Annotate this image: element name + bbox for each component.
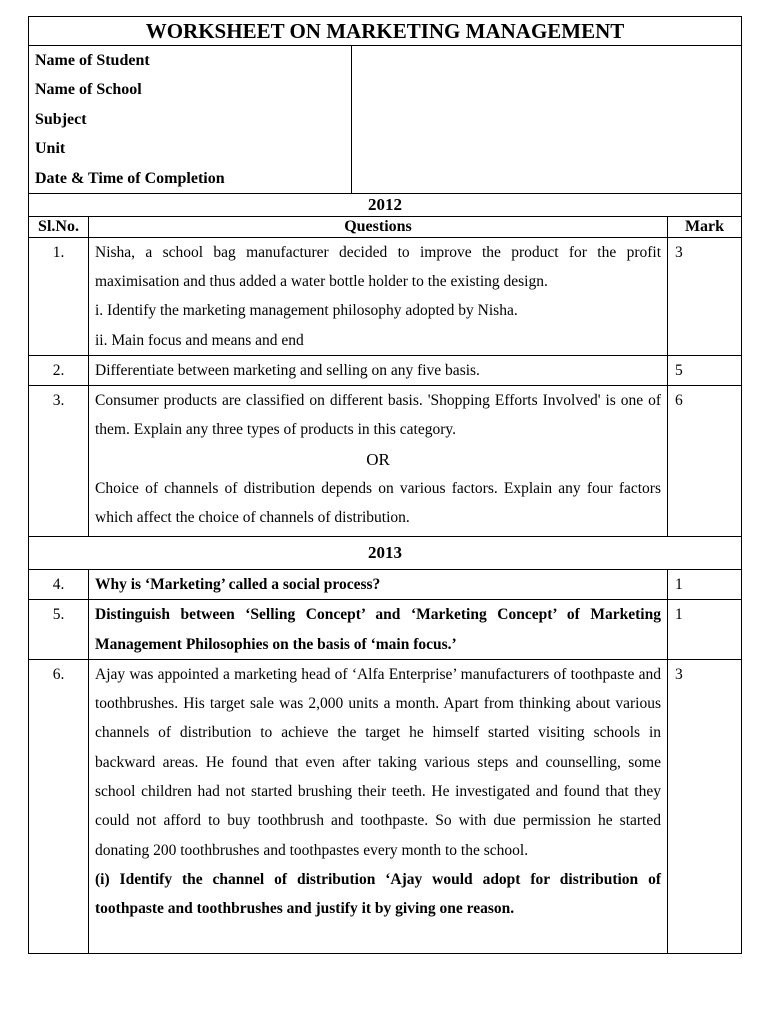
header-sl-no: Sl.No. [29, 216, 89, 237]
label-name-of-school: Name of School [35, 81, 142, 99]
header-mark: Mark [668, 216, 742, 237]
title-row [29, 17, 742, 46]
question-line: ii. Main focus and means and end [95, 331, 304, 349]
question-number: 4. [29, 570, 89, 600]
question-number: 3. [29, 386, 89, 537]
question-line: Ajay was appointed a marketing head of ‘Alfa Enterprise’ manufacturers of toothpaste and toothbrushes. His target sale was 2,000 units a month. Apart from thinking about various channels of distribution to achieve the target he himself started visiting schools in backward areas. He found that even after taking various steps and counselling, some school children had not started brushing their teeth. He investigated and found that they could not afford to buy toothbrush and toothpaste. So with due permission he started donating 200 toothbrushes and toothpastes every month to the school. [95, 665, 661, 859]
question-line [95, 865, 661, 924]
question-mark: 1 [668, 600, 742, 659]
question-line: Consumer products are classified on different basis. 'Shopping Efforts Involved' is one of them. Explain any three types of products in this category. [95, 392, 661, 439]
question-text [89, 659, 668, 953]
header-questions: Questions [89, 216, 668, 237]
label-date-time: Date & Time of Completion [35, 169, 225, 187]
question-line: Choice of channels of distribution depends on various factors. Explain any four factors which affect the choice of channels of distribution. [95, 479, 661, 526]
worksheet-title: WORKSHEET ON MARKETING MANAGEMENT [29, 17, 742, 46]
question-line: Distinguish between ‘Selling Concept’ and ‘Marketing Concept’ of Marketing Management Philosophies on the basis of ‘main focus.’ [95, 606, 661, 653]
question-text [89, 237, 668, 355]
question-mark: 3 [668, 237, 742, 355]
question-row [29, 659, 742, 953]
question-subpart: (i) Identify the channel of distribution ‘Ajay would adopt for distribution of toothpaste and toothbrushes and justify it by giving one reason. [95, 870, 661, 918]
label-name-of-student: Name of Student [35, 52, 150, 69]
label-unit: Unit [35, 140, 66, 158]
question-number: 5. [29, 600, 89, 659]
question-text [89, 570, 668, 600]
question-text [89, 355, 668, 385]
question-row [29, 355, 742, 385]
question-number: 2. [29, 355, 89, 385]
question-mark: 6 [668, 386, 742, 537]
label-subject: Subject [35, 110, 87, 128]
student-info-blank [352, 46, 742, 194]
question-line: Nisha, a school bag manufacturer decided to improve the product for the profit maximisation and thus added a water bottle holder to the existing design. [95, 243, 661, 291]
question-number: 1. [29, 237, 89, 355]
column-header-row [29, 216, 742, 237]
year-heading: 2012 [29, 193, 742, 216]
or-separator: OR [366, 449, 390, 469]
question-mark: 1 [668, 570, 742, 600]
question-row [29, 237, 742, 355]
year-heading: 2013 [29, 537, 742, 570]
question-line: i. Identify the marketing management philosophy adopted by Nisha. [95, 302, 518, 320]
year-row-2013 [29, 537, 742, 570]
question-row [29, 570, 742, 600]
year-row-2012 [29, 193, 742, 216]
question-mark: 5 [668, 355, 742, 385]
question-number: 6. [29, 659, 89, 953]
question-text [89, 600, 668, 659]
student-info-row [29, 46, 742, 194]
question-text [89, 386, 668, 537]
question-mark: 3 [668, 659, 742, 953]
student-info-labels [29, 46, 352, 194]
question-line: Differentiate between marketing and selling on any five basis. [95, 361, 480, 379]
question-row [29, 386, 742, 537]
question-row [29, 600, 742, 659]
worksheet-table [28, 16, 742, 954]
question-line: Why is ‘Marketing’ called a social process? [95, 576, 381, 594]
